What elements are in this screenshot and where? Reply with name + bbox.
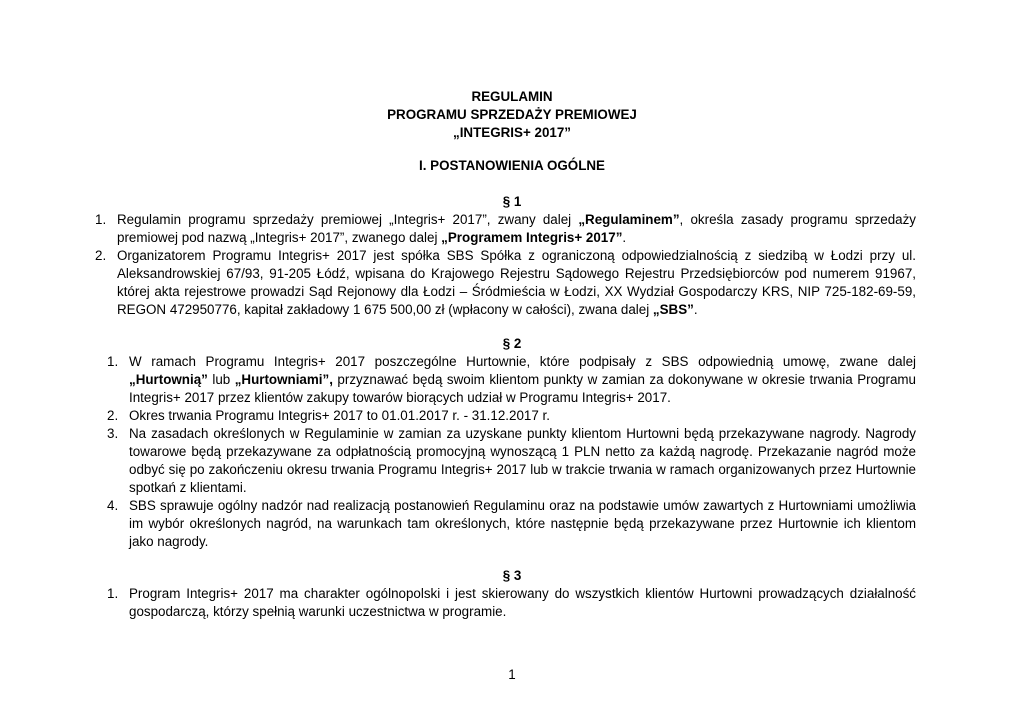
item-text: Organizatorem Programu Integris+ 2017 jest spółka SBS Spółka z ograniczoną odpowiedzialnością z siedzibą w Łodzi przy ul. Aleksandrowskiej 67/93, 91-205 Łódź, wpisana do Krajowego Rejestru Sądowego Rejestru Przedsiębiorców pod numerem 91967, której akta rejestrowe prowadzi Sąd Rejonowy dla Łodzi – Śródmieścia w Łodzi, XX Wydział Gospodarczy KRS, NIP 725-182-69-59, REGON 472950776, kapitał zakładowy 1 675 500,00 zł (wpłacony w całości), zwana dalej	[117, 248, 916, 317]
item-text: .	[693, 302, 698, 317]
defined-term: „SBS”	[652, 302, 694, 317]
item-text: , określa zasady programu sprzedaży premiowej pod nazwą „Integris+ 2017”, zwanego dalej	[117, 212, 916, 245]
item-text: W ramach Programu Integris+ 2017 poszczególne Hurtownie, które podpisały z SBS odpowiednią umowę, zwane dalej	[129, 354, 916, 369]
defined-term: „Programem Integris+ 2017”	[441, 230, 623, 245]
item-text: Program Integris+ 2017 ma charakter ogólnopolski i jest skierowany do wszystkich klientów Hurtowni prowadzących działalność gospodarczą, którzy spełnią warunki uczestnictwa w programie.	[129, 586, 916, 619]
item-text: .	[622, 230, 627, 245]
item-number: 4.	[107, 498, 119, 513]
list-item	[95, 247, 916, 319]
item-text: Na zasadach określonych w Regulaminie w zamian za uzyskane punkty klientom Hurtowni będą przekazywane nagrody. Nagrody towarowe będą przekazywane za odpłatnością promocyjną wynoszącą 1 PLN netto za każdą nagrodę. Przekazanie nagród może odbyć się po zakończeniu okresu trwania Programu Integris+ 2017 lub w trakcie trwania w ramach organizowanych przez Hurtownie spotkań z klientami.	[129, 426, 916, 495]
item-number: 1.	[107, 354, 119, 369]
list-item	[95, 211, 916, 247]
item-text: Regulamin programu sprzedaży premiowej „Integris+ 2017”, zwany dalej	[117, 212, 579, 227]
list-item	[107, 585, 916, 621]
paragraph-1-list	[95, 211, 916, 319]
defined-term: „Regulaminem”	[578, 212, 680, 227]
paragraph-3-list	[107, 585, 916, 621]
item-text: przyznawać będą swoim klientom punkty w zamian za dokonywane w okresie trwania Programu Integris+ 2017 przez klientów zakupy towarów biorących udział w Programu Integris+ 2017.	[129, 372, 917, 405]
list-item	[107, 407, 916, 425]
list-item	[107, 497, 916, 551]
item-number: 3.	[107, 426, 119, 441]
list-item	[107, 425, 916, 497]
item-number: 1.	[95, 212, 107, 227]
paragraph-2-heading: § 2	[502, 336, 522, 351]
item-number: 2.	[107, 408, 119, 423]
defined-term: „Hurtownią”	[129, 372, 208, 387]
section-title: I. POSTANOWIENIA OGÓLNE	[419, 158, 605, 173]
defined-term: „Hurtowniami”,	[234, 372, 333, 387]
item-text: lub	[207, 372, 235, 387]
item-text: Okres trwania Programu Integris+ 2017 to 01.01.2017 r. - 31.12.2017 r.	[129, 408, 550, 423]
document-title	[0, 88, 1024, 142]
item-number: 2.	[95, 248, 107, 263]
title-line-3: „INTEGRIS+ 2017”	[453, 125, 571, 140]
list-item	[107, 353, 916, 407]
title-line-2: PROGRAMU SPRZEDAŻY PREMIOWEJ	[387, 107, 637, 122]
title-line-1: REGULAMIN	[471, 89, 553, 104]
paragraph-3-heading: § 3	[502, 568, 522, 583]
item-text: SBS sprawuje ogólny nadzór nad realizacją postanowień Regulaminu oraz na podstawie umów zawartych z Hurtowniami umożliwia im wybór określonych nagród, na warunkach tam określonych, które następnie będą przekazywane przez Hurtownie ich klientom jako nagrody.	[129, 498, 916, 549]
page-number: 1	[508, 667, 516, 682]
paragraph-2-list	[107, 353, 916, 551]
paragraph-1-heading: § 1	[502, 194, 522, 209]
item-number: 1.	[107, 586, 119, 601]
